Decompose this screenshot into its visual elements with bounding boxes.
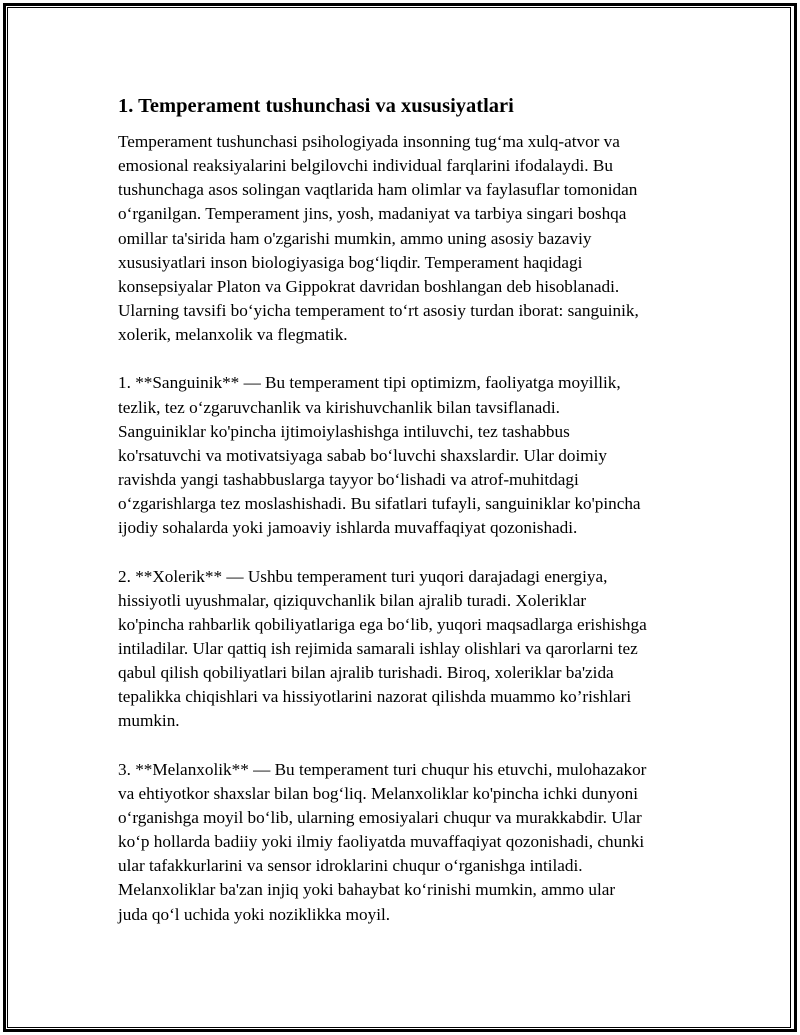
paragraph-xolerik: 2. **Xolerik** — Ushbu temperament turi yuqori darajadagi energiya, hissiyotli uyushmalar, qiziquvchanlik bilan ajralib turadi. Xoleriklar ko'pincha rahbarlik qobiliyatlariga ega bo‘lib, yuqori maqsadlarga erishishga intiladilar. Ular qattiq ish rejimida samarali ishlay olishlari va qarorlarni tez qabul qilish qobiliyatlari bilan ajralib turishadi. Biroq, xoleriklar ba'zida tepalikka chiqishlari va hissiyotlarini nazorat qilishda muammo ko’rishlari mumkin. bbox=[118, 566, 647, 731]
document-body bbox=[118, 92, 698, 951]
paragraph-intro: Temperament tushunchasi psihologiyada insonning tug‘ma xulq-atvor va emosional reaksiyalarini belgilovchi individual farqlarini ifodalaydi. Bu tushunchaga asos solingan vaqtlarida ham olimlar va faylasuflar tomonidan o‘rganilgan. Temperament jins, yosh, madaniyat va tarbiya singari boshqa omillar ta'sirida ham o'zgarishi mumkin, ammo uning asosiy bazaviy xususiyatlari inson biologiyasiga bog‘liqdir. Temperament haqidagi konsepsiyalar Platon va Gippokrat davridan boshlangan deb hisoblanadi. Ularning tavsifi bo‘yicha temperament to‘rt asosiy turdan iborat: sanguinik, xolerik, melanxolik va flegmatik. bbox=[118, 132, 639, 345]
paragraph-sanguinik: 1. **Sanguinik** — Bu temperament tipi optimizm, faoliyatga moyillik, tezlik, tez o‘zgaruvchanlik va kirishuvchanlik bilan tavsiflanadi. Sanguiniklar ko'pincha ijtimoiylashishga intiluvchi, tez tashabbus ko'rsatuvchi va motivatsiyaga sabab bo‘luvchi shaxslardir. Ular doimiy ravishda yangi tashabbuslarga tayyor bo‘lishadi va atrof-muhitdagi o‘zgarishlarga tez moslashishadi. Bu sifatlari tufayli, sanguiniklar ko'pincha ijodiy sohalarda yoki jamoaviy ishlarda muvaffaqiyat qozonishadi. bbox=[118, 373, 641, 538]
section-heading: 1. Temperament tushunchasi va xususiyatlari bbox=[118, 95, 514, 117]
paragraph-melanxolik: 3. **Melanxolik** — Bu temperament turi chuqur his etuvchi, mulohazakor va ehtiyotkor shaxslar bilan bog‘liq. Melanxoliklar ko'pincha ichki dunyoni o‘rganishga moyil bo‘lib, ularning emosiyalari chuqur va murakkabdir. Ular ko‘p hollarda badiiy yoki ilmiy faoliyatda muvaffaqiyat qozonishadi, chunki ular tafakkurlarini va sensor idroklarini chuqur o‘rganishga intiladi. Melanxoliklar ba'zan injiq yoki bahaybat ko‘rinishi mumkin, ammo ular juda qo‘l uchida yoki noziklikka moyil. bbox=[118, 759, 647, 924]
